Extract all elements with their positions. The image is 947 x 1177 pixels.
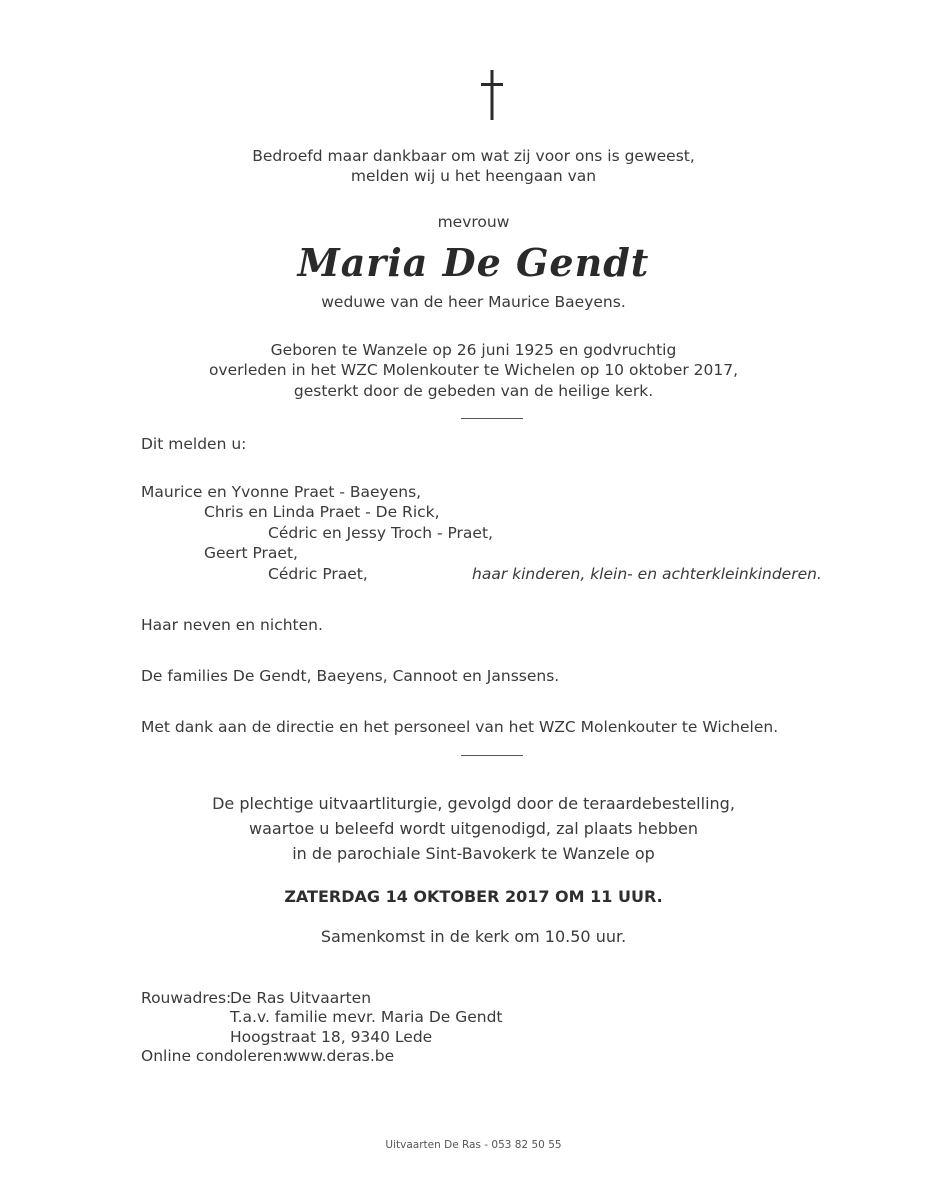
deceased-name: Maria De Gendt: [297, 240, 650, 285]
cross-icon: [473, 70, 511, 120]
address-line-2: T.a.v. familie mevr. Maria De Gendt: [230, 1008, 503, 1026]
families-line: De families De Gendt, Baeyens, Cannoot en Janssens.: [141, 667, 560, 685]
divider: [461, 755, 523, 756]
family-line: Geert Praet,: [204, 544, 298, 562]
family-relation: haar kinderen, klein- en achterkleinkinderen.: [472, 565, 822, 583]
ceremony-date: ZATERDAG 14 OKTOBER 2017 OM 11 UUR.: [284, 887, 663, 906]
title-word: mevrouw: [437, 213, 510, 231]
intro-line-2: melden wij u het heengaan van: [350, 167, 597, 185]
online-url: www.deras.be: [285, 1047, 395, 1065]
nephews-line: Haar neven en nichten.: [141, 616, 323, 634]
ceremony-line-3: in de parochiale Sint-Bavokerk te Wanzele op: [292, 844, 655, 863]
widow-line: weduwe van de heer Maurice Baeyens.: [321, 293, 626, 311]
family-line: Cédric en Jessy Troch - Praet,: [268, 524, 493, 542]
birth-line-3: gesterkt door de gebeden van de heilige kerk.: [293, 382, 654, 400]
footer-text: Uitvaarten De Ras - 053 82 50 55: [385, 1139, 562, 1151]
address-line-1: De Ras Uitvaarten: [230, 989, 372, 1007]
family-intro: Dit melden u:: [141, 435, 247, 453]
family-line: Cédric Praet,: [268, 565, 368, 583]
divider: [461, 418, 523, 419]
ceremony-line-2: waartoe u beleefd wordt uitgenodigd, zal plaats hebben: [249, 819, 698, 838]
address-line-3: Hoogstraat 18, 9340 Lede: [230, 1028, 433, 1046]
family-line: Maurice en Yvonne Praet - Baeyens,: [141, 483, 422, 501]
birth-line-1: Geboren te Wanzele op 26 juni 1925 en godvruchtig: [270, 341, 677, 359]
address-label: Rouwadres:: [141, 989, 232, 1007]
intro-line-1: Bedroefd maar dankbaar om wat zij voor ons is geweest,: [252, 147, 695, 165]
thanks-line: Met dank aan de directie en het personeel van het WZC Molenkouter te Wichelen.: [141, 718, 779, 736]
gathering-line: Samenkomst in de kerk om 10.50 uur.: [320, 927, 627, 946]
birth-line-2: overleden in het WZC Molenkouter te Wichelen op 10 oktober 2017,: [208, 361, 739, 379]
ceremony-line-1: De plechtige uitvaartliturgie, gevolgd door de teraardebestelling,: [212, 794, 735, 813]
family-line: Chris en Linda Praet - De Rick,: [204, 503, 440, 521]
online-label: Online condoleren:: [141, 1047, 288, 1065]
